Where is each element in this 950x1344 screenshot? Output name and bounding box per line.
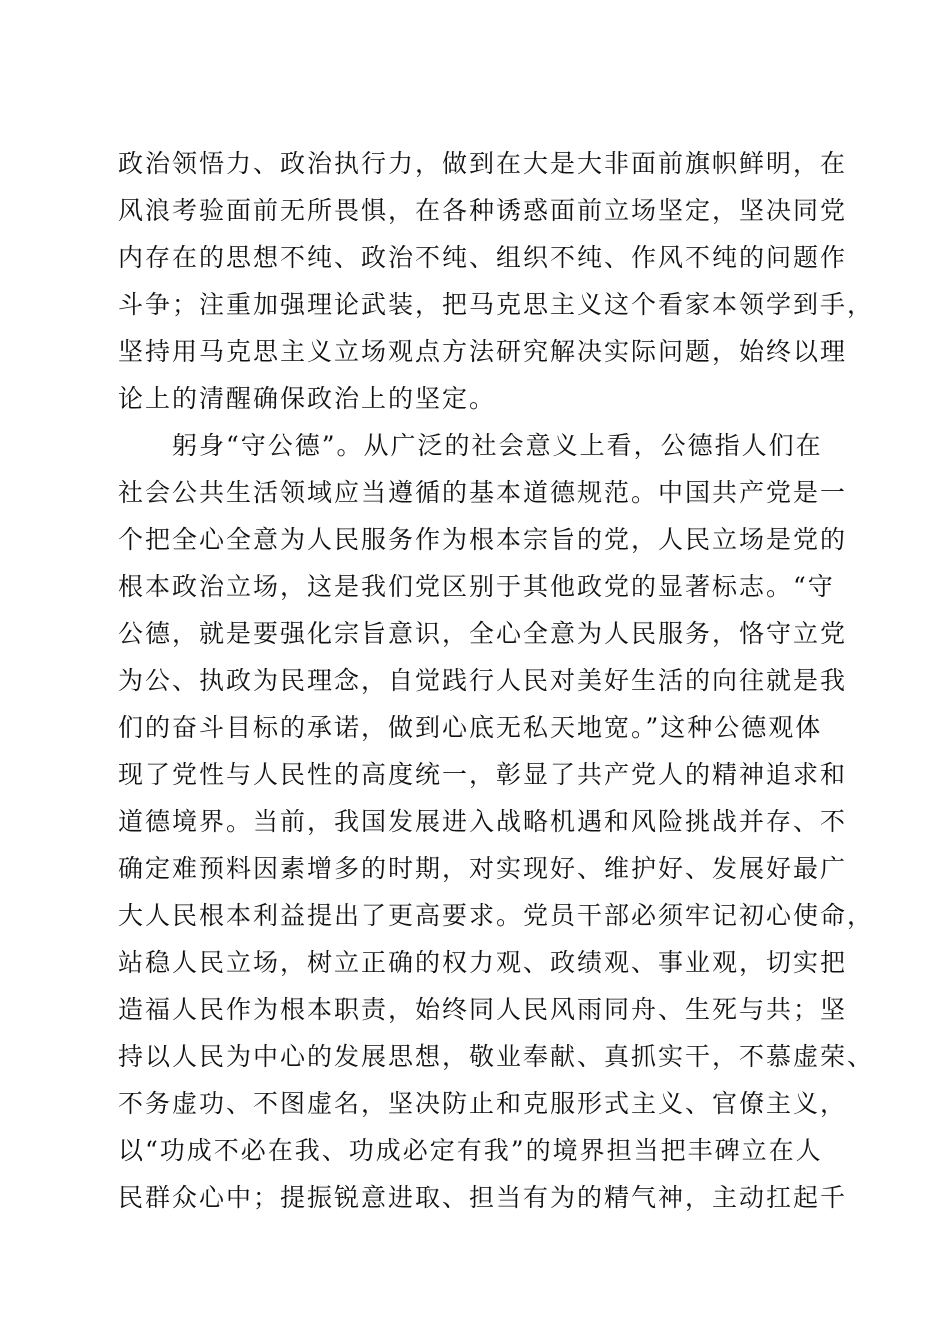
text-line: 民群众心中；提振锐意进取、担当有为的精气神，主动扛起千: [118, 1183, 848, 1212]
text-line: 斗争；注重加强理论武装，把马克思主义这个看家本领学到手，: [118, 290, 875, 319]
text-line: 站稳人民立场，树立正确的权力观、政绩观、事业观，切实把: [118, 948, 848, 977]
body-text: [118, 140, 875, 1221]
text-line: 坚持用马克思主义立场观点方法研究解决实际问题，始终以理: [118, 337, 848, 366]
text-line: 确定难预料因素增多的时期，对实现好、维护好、发展好最广: [118, 854, 848, 883]
text-line: 现了党性与人民性的高度统一，彰显了共产党人的精神追求和: [118, 760, 848, 789]
text-line: 内存在的思想不纯、政治不纯、组织不纯、作风不纯的问题作: [118, 243, 848, 272]
text-line: 政治领悟力、政治执行力，做到在大是大非面前旗帜鲜明，在: [118, 149, 848, 178]
text-line: 造福人民作为根本职责，始终同人民风雨同舟、生死与共；坚: [118, 995, 848, 1024]
text-line: 为公、执政为民理念，自觉践行人民对美好生活的向往就是我: [118, 666, 848, 695]
text-line: 不务虚功、不图虚名，坚决防止和克服形式主义、官僚主义，: [118, 1089, 848, 1118]
text-line: 个把全心全意为人民服务作为根本宗旨的党，人民立场是党的: [118, 525, 848, 554]
text-line: 们的奋斗目标的承诺，做到心底无私天地宽。”这种公德观体: [118, 713, 823, 742]
text-line: 公德，就是要强化宗旨意识，全心全意为人民服务，恪守立党: [118, 619, 848, 648]
paragraph-start-line: 躬身“守公德”。从广泛的社会意义上看，公德指人们在: [172, 431, 823, 460]
text-line: 风浪考验面前无所畏惧，在各种诱惑面前立场坚定，坚决同党: [118, 196, 848, 225]
text-line: 社会公共生活领域应当遵循的基本道德规范。中国共产党是一: [118, 478, 848, 507]
text-line: 大人民根本利益提出了更高要求。党员干部必须牢记初心使命，: [118, 901, 875, 930]
text-line: 根本政治立场，这是我们党区别于其他政党的显著标志。“守: [118, 572, 835, 601]
text-line: 持以人民为中心的发展思想，敬业奉献、真抓实干，不慕虚荣、: [118, 1042, 875, 1071]
text-line: 道德境界。当前，我国发展进入战略机遇和风险挑战并存、不: [118, 807, 848, 836]
text-line: 论上的清醒确保政治上的坚定。: [118, 384, 497, 413]
text-line: 以“功成不必在我、功成必定有我”的境界担当把丰碑立在人: [118, 1136, 823, 1165]
